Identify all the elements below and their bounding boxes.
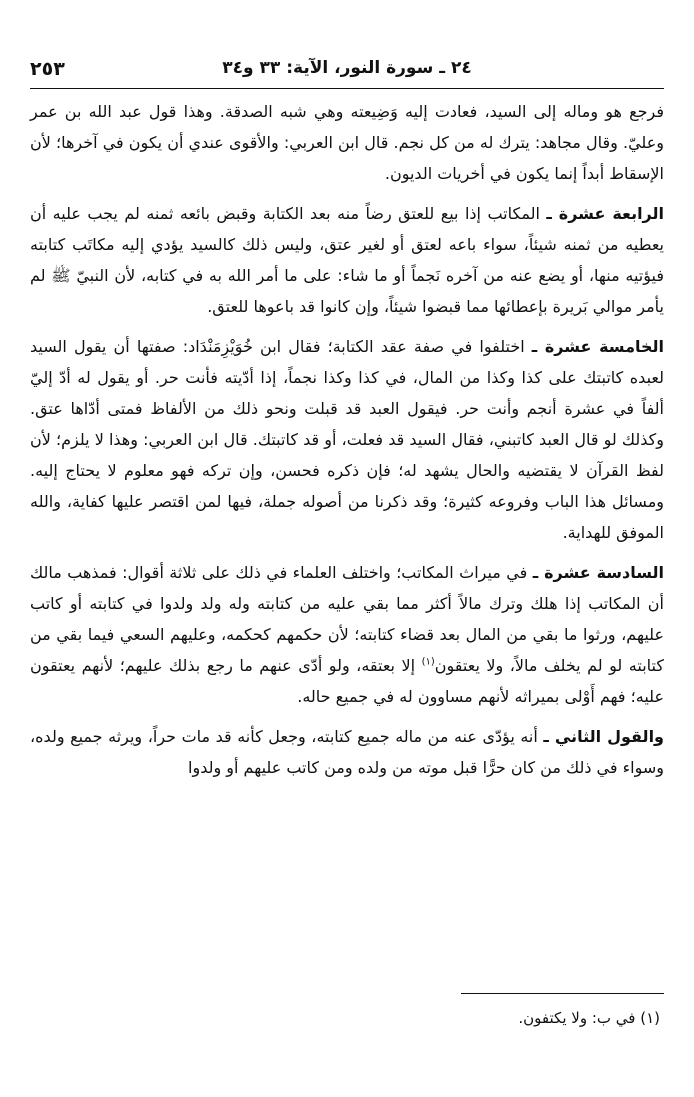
paragraph-issue-15 [30, 331, 664, 548]
page-number: ٢٥٣ [30, 58, 65, 80]
issue-heading: الرابعة عشرة ـ [546, 204, 665, 223]
paragraph-text: اختلفوا في صفة عقد الكتابة؛ فقال ابن خُوَيْزِمَنْدَاد: صفتها أن يقول السيد لعبده كاتبتك على كذا وكذا من المال، في كذا وكذا نجماً، إذا أدّيته فأنت حر. أو يقول له أدّ إليّ ألفاً في عشرة أنجم وأنت حر. فيقول العبد قد قبلت ونحو ذلك من الألفاظ فمتى أدّاها عتق. وكذلك لو قال العبد كاتبني، فقال السيد قد فعلت، أو قد كاتبتك. قال ابن العربي: وهذا لا يلزم؛ لأن لفظ القرآن لا يقتضيه والحال يشهد له؛ فإن ذكره فحسن، وإن تركه فهو معلوم لا يحتاج إليه. ومسائل هذا الباب وفروعه كثيرة؛ وقد ذكرنا من أصوله جملة، فيها لمن اقتصر عليها كفاية، والله الموفق للهداية. [30, 337, 664, 542]
body-text [30, 96, 664, 792]
paragraph-continuation [30, 96, 664, 189]
issue-heading: السادسة عشرة ـ [532, 563, 665, 582]
page-header [30, 58, 664, 88]
paragraph-text: المكاتب إذا بيع للعتق رضاً منه بعد الكتابة وقبض بائعه ثمنه لم يجب عليه أن يعطيه من ثمنه شيئاً، سواء باعه لعتق أو لغير عتق، وليس ذلك كالسيد يؤدي إليه مكاتَب كتابته فيؤتيه منها، أو يضع عنه من آخره نَجماً أو ما شاء: على ما أمر الله به في كتابه، لأن النبيّ ﷺ لم يأمر موالي بَريرة بإعطائها مما قبضوا شيئاً، وإن كانوا قد باعوها للعتق. [30, 204, 664, 316]
footnote-rule [461, 993, 664, 994]
paragraph-text: فرجع هو وماله إلى السيد، فعادت إليه وَضِيعته وهي شبه الصدقة. وهذا قول عبد الله بن عمر وعليّ. وقال مجاهد: يترك له من كل نجم. قال ابن العربي: والأقوى عندي أن يكون في آخرها؛ لأن الإسقاط أبداً إنما يكون في أخريات الديون. [30, 102, 664, 183]
footnote-reference[interactable]: (١) [421, 656, 435, 668]
header-rule [30, 88, 664, 89]
paragraph-second-opinion [30, 721, 664, 783]
paragraph-issue-14 [30, 198, 664, 322]
paragraph-issue-16 [30, 557, 664, 712]
paragraph-text: في ميراث المكاتب؛ واختلف العلماء في ذلك على ثلاثة أقوال: فمذهب مالك أن المكاتب إذا هلك وترك مالاً أكثر مما بقي عليه من كتابته وله ولد ولدوا في كتابته أو كاتب عليهم، ورثوا ما بقي من المال بعد قضاء كتابته؛ لأن حكمهم كحكمه، وعليهم السعي فيما بقي من كتابته لو لم يخلف مالاً، ولا يعتقون [30, 563, 664, 675]
paragraph-text: إلا بعتقه، ولو أدّى عنهم ما رجع بذلك عليهم؛ لأنهم يعتقون عليه؛ فهم أَوْلى بميراثه لأنهم مساوون له في جميع حاله. [30, 656, 664, 706]
opinion-heading: والقول الثاني ـ [543, 727, 664, 746]
running-title: ٢٤ ـ سورة النور، الآية: ٣٣ و٣٤ [222, 58, 472, 78]
footnote: (١) في ب: ولا يكتفون. [518, 1009, 660, 1027]
issue-heading: الخامسة عشرة ـ [531, 337, 665, 356]
paragraph-text: أنه يؤدّى عنه من ماله جميع كتابته، وجعل كأنه قد مات حراً، ويرثه جميع ولده، وسواء في ذلك من كان حرًّا قبل موته من ولده ومن كاتب عليهم أو ولدوا [30, 727, 664, 777]
